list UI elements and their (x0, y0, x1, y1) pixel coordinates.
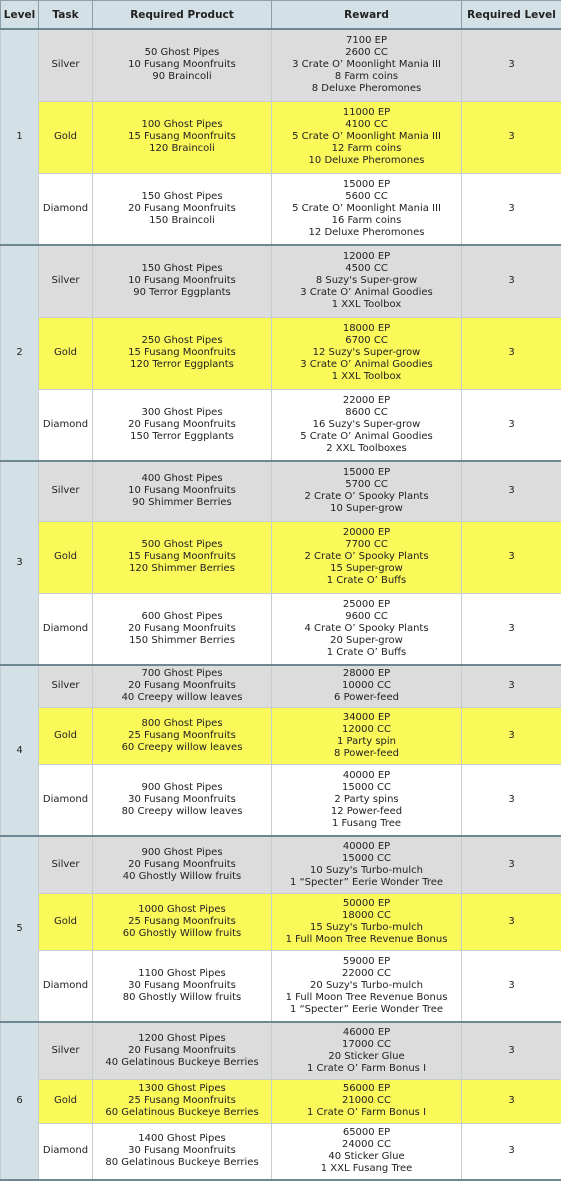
reward-line: 4 Crate O’ Spooky Plants (304, 622, 429, 634)
reward-line: 50000 EP (342, 897, 391, 909)
reward-line: 7700 CC (345, 539, 388, 550)
product-line: 500 Ghost Pipes (141, 539, 223, 550)
required-product-cell (93, 245, 272, 317)
product-line: 1000 Ghost Pipes (138, 903, 226, 915)
product-line: 120 Braincoli (149, 143, 215, 154)
reward-line: 9600 CC (345, 610, 388, 622)
product-line: 1100 Ghost Pipes (138, 967, 226, 979)
task-cell: Silver (39, 29, 93, 101)
reward-cell (272, 389, 462, 461)
task-cell: Diamond (39, 173, 93, 245)
reward-line: 25000 EP (342, 598, 391, 610)
product-line: 250 Ghost Pipes (141, 335, 223, 346)
required-product-cell (93, 317, 272, 389)
reward-line: 18000 EP (342, 323, 391, 334)
reward-line: 8 Farm coins (334, 71, 399, 83)
reward-line: 12 Suzy's Super-grow (312, 347, 421, 358)
required-level-cell: 3 (462, 950, 561, 1022)
reward-line: 20 Suzy's Turbo-mulch (310, 979, 423, 991)
required-product-cell (93, 764, 272, 836)
required-level-cell: 3 (462, 593, 561, 665)
product-line: 30 Fusang Moonfruits (128, 979, 236, 991)
reward-cell (272, 101, 462, 173)
product-line: 10 Fusang Moonfruits (128, 59, 236, 71)
reward-cell (272, 836, 462, 893)
reward-line: 20 Sticker Glue (328, 1050, 405, 1062)
reward-line: 2 XXL Toolboxes (326, 442, 407, 454)
product-line: 25 Fusang Moonfruits (128, 1095, 236, 1106)
reward-line: 56000 EP (342, 1083, 391, 1094)
reward-line: 3 Crate O’ Moonlight Mania III (292, 59, 441, 71)
header-task: Task (39, 1, 93, 30)
reward-line: 59000 EP (342, 955, 391, 967)
task-cell: Diamond (39, 389, 93, 461)
reward-line: 1 XXL Toolbox (331, 371, 402, 382)
reward-line: 1 Crate O’ Farm Bonus I (306, 1062, 427, 1074)
reward-line: 34000 EP (342, 711, 391, 723)
task-cell: Diamond (39, 764, 93, 836)
required-level-cell: 3 (462, 29, 561, 101)
reward-cell (272, 665, 462, 707)
reward-line: 40 Sticker Glue (328, 1151, 405, 1163)
product-line: 700 Ghost Pipes (141, 668, 223, 680)
reward-line: 10 Super-grow (330, 503, 403, 515)
table-row (1, 1022, 561, 1079)
level-cell: 2 (1, 245, 39, 461)
reward-line: 2 Party spins (334, 793, 399, 805)
table-row (1, 836, 561, 893)
reward-cell (272, 1022, 462, 1079)
reward-line: 40000 EP (342, 769, 391, 781)
table-row (1, 29, 561, 101)
table-row (1, 461, 561, 521)
table-body (1, 29, 561, 1180)
reward-line: 10 Deluxe Pheromones (308, 155, 425, 166)
table-row (1, 521, 561, 593)
reward-line: 1 XXL Toolbox (331, 299, 402, 311)
reward-line: 10000 CC (342, 680, 391, 692)
reward-cell (272, 707, 462, 764)
product-line: 120 Terror Eggplants (130, 359, 234, 370)
reward-line: 3 Crate O’ Animal Goodies (300, 287, 433, 299)
reward-line: 12 Power-feed (330, 805, 403, 817)
reward-line: 5 Crate O’ Moonlight Mania III (292, 131, 441, 142)
reward-cell (272, 1123, 462, 1180)
reward-line: 5 Crate O’ Moonlight Mania III (292, 202, 441, 214)
reward-line: 28000 EP (342, 668, 391, 680)
table-row (1, 764, 561, 836)
reward-line: 5 Crate O’ Animal Goodies (300, 430, 433, 442)
product-line: 20 Fusang Moonfruits (128, 622, 236, 634)
product-line: 120 Shimmer Berries (129, 563, 235, 574)
reward-line: 12 Deluxe Pheromones (308, 226, 425, 238)
required-product-cell (93, 1022, 272, 1079)
required-product-cell (93, 173, 272, 245)
reward-cell (272, 245, 462, 317)
reward-line: 20 Super-grow (330, 634, 403, 646)
reward-line: 8 Deluxe Pheromones (311, 83, 422, 95)
reward-line: 4500 CC (345, 263, 388, 275)
required-product-cell (93, 893, 272, 950)
level-cell: 3 (1, 461, 39, 665)
reward-line: 1 Fusang Tree (331, 817, 402, 829)
product-line: 900 Ghost Pipes (141, 781, 223, 793)
reward-cell (272, 173, 462, 245)
product-line: 150 Shimmer Berries (129, 634, 235, 646)
reward-line: 22000 CC (342, 967, 391, 979)
task-cell: Diamond (39, 593, 93, 665)
task-cell: Gold (39, 317, 93, 389)
product-line: 80 Ghostly Willow fruits (122, 991, 242, 1003)
product-line: 80 Creepy willow leaves (121, 805, 243, 817)
reward-line: 15000 EP (342, 178, 391, 190)
reward-line: 1 Party spin (336, 735, 397, 747)
product-line: 150 Ghost Pipes (141, 263, 223, 275)
product-line: 400 Ghost Pipes (141, 473, 223, 485)
reward-line: 22000 EP (342, 394, 391, 406)
task-cell: Silver (39, 1022, 93, 1079)
reward-line: 40000 EP (342, 840, 391, 852)
reward-line: 1 “Specter” Eerie Wonder Tree (289, 876, 444, 888)
table-row (1, 950, 561, 1022)
reward-line: 2 Crate O’ Spooky Plants (304, 551, 429, 562)
required-product-cell (93, 389, 272, 461)
task-cell: Gold (39, 521, 93, 593)
task-cell: Silver (39, 461, 93, 521)
product-line: 10 Fusang Moonfruits (128, 275, 236, 287)
reward-line: 20000 EP (342, 527, 391, 538)
required-level-cell: 3 (462, 461, 561, 521)
table-row (1, 1123, 561, 1180)
reward-line: 7100 EP (346, 35, 387, 47)
reward-line: 6 Power-feed (334, 692, 399, 704)
required-level-cell: 3 (462, 1079, 561, 1123)
reward-cell (272, 461, 462, 521)
table-row (1, 593, 561, 665)
product-line: 40 Gelatinous Buckeye Berries (105, 1056, 259, 1068)
product-line: 15 Fusang Moonfruits (128, 347, 236, 358)
required-product-cell (93, 461, 272, 521)
product-line: 900 Ghost Pipes (141, 846, 223, 858)
product-line: 1300 Ghost Pipes (138, 1083, 226, 1094)
required-product-cell (93, 521, 272, 593)
required-product-cell (93, 707, 272, 764)
reward-line: 4100 CC (345, 119, 388, 130)
product-line: 20 Fusang Moonfruits (128, 418, 236, 430)
reward-line: 16 Suzy's Super-grow (312, 418, 421, 430)
product-line: 20 Fusang Moonfruits (128, 858, 236, 870)
product-line: 60 Ghostly Willow fruits (122, 927, 242, 939)
reward-cell (272, 893, 462, 950)
reward-line: 2 Crate O’ Spooky Plants (304, 491, 429, 503)
header-reward: Reward (272, 1, 462, 30)
required-level-cell: 3 (462, 893, 561, 950)
required-product-cell (93, 29, 272, 101)
product-line: 25 Fusang Moonfruits (128, 915, 236, 927)
level-cell: 4 (1, 665, 39, 836)
required-product-cell (93, 836, 272, 893)
required-product-cell (93, 1079, 272, 1123)
task-cell: Gold (39, 1079, 93, 1123)
product-line: 150 Terror Eggplants (130, 430, 234, 442)
product-line: 25 Fusang Moonfruits (128, 729, 236, 741)
reward-line: 17000 CC (342, 1038, 391, 1050)
table-row (1, 245, 561, 317)
required-level-cell: 3 (462, 665, 561, 707)
product-line: 150 Braincoli (149, 214, 215, 226)
product-line: 150 Ghost Pipes (141, 190, 223, 202)
reward-line: 46000 EP (342, 1026, 391, 1038)
product-line: 300 Ghost Pipes (141, 406, 223, 418)
reward-line: 11000 EP (342, 107, 391, 118)
product-line: 10 Fusang Moonfruits (128, 485, 236, 497)
reward-line: 15 Super-grow (330, 563, 403, 574)
product-line: 1200 Ghost Pipes (138, 1032, 226, 1044)
table-row (1, 665, 561, 707)
product-line: 30 Fusang Moonfruits (128, 1145, 236, 1157)
reward-line: 12 Farm coins (331, 143, 402, 154)
level-cell: 5 (1, 836, 39, 1022)
product-line: 40 Creepy willow leaves (121, 692, 243, 704)
reward-line: 15000 EP (342, 467, 391, 479)
product-line: 100 Ghost Pipes (141, 119, 223, 130)
product-line: 1400 Ghost Pipes (138, 1133, 226, 1145)
product-line: 50 Ghost Pipes (144, 47, 220, 59)
reward-cell (272, 764, 462, 836)
level-cell: 6 (1, 1022, 39, 1180)
task-cell: Diamond (39, 1123, 93, 1180)
level-cell: 1 (1, 29, 39, 245)
header-required-product: Required Product (93, 1, 272, 30)
reward-cell (272, 1079, 462, 1123)
required-level-cell: 3 (462, 1022, 561, 1079)
required-level-cell: 3 (462, 521, 561, 593)
reward-line: 8600 CC (345, 406, 388, 418)
table-row (1, 1079, 561, 1123)
reward-line: 5600 CC (345, 190, 388, 202)
table-row (1, 389, 561, 461)
required-level-cell: 3 (462, 836, 561, 893)
reward-line: 1 Full Moon Tree Revenue Bonus (285, 991, 448, 1003)
product-line: 80 Gelatinous Buckeye Berries (105, 1157, 259, 1169)
reward-line: 15 Suzy's Turbo-mulch (310, 921, 423, 933)
task-cell: Silver (39, 665, 93, 707)
reward-line: 2600 CC (345, 47, 388, 59)
reward-line: 1 Full Moon Tree Revenue Bonus (285, 933, 448, 945)
reward-line: 1 Crate O’ Farm Bonus I (306, 1107, 427, 1118)
required-level-cell: 3 (462, 245, 561, 317)
reward-line: 16 Farm coins (331, 214, 402, 226)
product-line: 90 Braincoli (152, 71, 212, 83)
reward-line: 1 Crate O’ Buffs (326, 646, 407, 658)
table-row (1, 707, 561, 764)
product-line: 800 Ghost Pipes (141, 717, 223, 729)
required-level-cell: 3 (462, 389, 561, 461)
reward-line: 1 Crate O’ Buffs (326, 575, 407, 586)
required-product-cell (93, 950, 272, 1022)
reward-line: 65000 EP (342, 1127, 391, 1139)
reward-line: 10 Suzy's Turbo-mulch (310, 864, 423, 876)
product-line: 90 Shimmer Berries (132, 497, 232, 509)
product-line: 20 Fusang Moonfruits (128, 202, 236, 214)
reward-line: 24000 CC (342, 1139, 391, 1151)
reward-cell (272, 317, 462, 389)
reward-line: 15000 CC (342, 852, 391, 864)
reward-line: 3 Crate O’ Animal Goodies (300, 359, 433, 370)
reward-line: 21000 CC (342, 1095, 391, 1106)
reward-line: 1 “Specter” Eerie Wonder Tree (289, 1003, 444, 1015)
product-line: 600 Ghost Pipes (141, 610, 223, 622)
required-level-cell: 3 (462, 764, 561, 836)
reward-line: 5700 CC (345, 479, 388, 491)
task-cell: Gold (39, 101, 93, 173)
required-level-cell: 3 (462, 173, 561, 245)
table-row (1, 893, 561, 950)
header-required-level: Required Level (462, 1, 561, 30)
required-level-cell: 3 (462, 707, 561, 764)
required-product-cell (93, 665, 272, 707)
product-line: 15 Fusang Moonfruits (128, 551, 236, 562)
reward-line: 8 Suzy's Super-grow (315, 275, 418, 287)
reward-cell (272, 29, 462, 101)
reward-line: 12000 CC (342, 723, 391, 735)
reward-line: 1 XXL Fusang Tree (320, 1163, 413, 1175)
header-row (1, 1, 561, 30)
product-line: 20 Fusang Moonfruits (128, 1044, 236, 1056)
required-product-cell (93, 1123, 272, 1180)
product-line: 20 Fusang Moonfruits (128, 680, 236, 692)
header-level: Level (1, 1, 39, 30)
product-line: 40 Ghostly Willow fruits (122, 870, 242, 882)
reward-line: 8 Power-feed (334, 747, 399, 759)
product-line: 60 Gelatinous Buckeye Berries (105, 1107, 259, 1118)
product-line: 60 Creepy willow leaves (121, 741, 243, 753)
task-cell: Gold (39, 707, 93, 764)
table-row (1, 173, 561, 245)
table-row (1, 317, 561, 389)
required-product-cell (93, 101, 272, 173)
reward-line: 15000 CC (342, 781, 391, 793)
required-level-cell: 3 (462, 317, 561, 389)
reward-cell (272, 950, 462, 1022)
required-product-cell (93, 593, 272, 665)
reward-line: 18000 CC (342, 909, 391, 921)
task-cell: Silver (39, 245, 93, 317)
required-level-cell: 3 (462, 1123, 561, 1180)
required-level-cell: 3 (462, 101, 561, 173)
reward-cell (272, 521, 462, 593)
task-cell: Gold (39, 893, 93, 950)
product-line: 30 Fusang Moonfruits (128, 793, 236, 805)
task-cell: Silver (39, 836, 93, 893)
reward-line: 6700 CC (345, 335, 388, 346)
reward-line: 12000 EP (342, 251, 391, 263)
product-line: 90 Terror Eggplants (133, 287, 231, 299)
reward-cell (272, 593, 462, 665)
task-cell: Diamond (39, 950, 93, 1022)
product-line: 15 Fusang Moonfruits (128, 131, 236, 142)
table-row (1, 101, 561, 173)
